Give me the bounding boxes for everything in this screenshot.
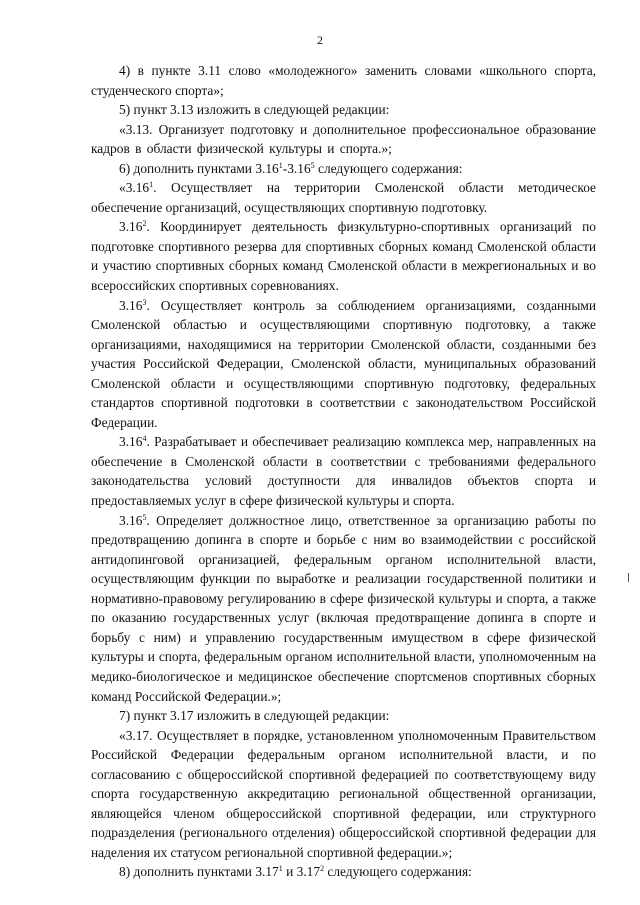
item-8: 8) дополнить пунктами 3.17$^1$ и 3.17$^2$ следующего содержания: xyxy=(119,864,472,880)
item-7: 7) пункт 3.17 изложить в следующей редакции: xyxy=(119,708,390,724)
clause-3-16-1: «3.16$^1$. Осуществляет на территории Смоленской области методическое обеспечение организаций, осуществляющих спортивную подготовку. xyxy=(91,180,596,215)
item-6: 6) дополнить пунктами 3.16$^1$-3.16$^5$ следующего содержания: xyxy=(119,160,463,176)
item-5: 5) пункт 3.13 изложить в следующей редакции: xyxy=(119,102,390,118)
clause-3-13: «3.13. Организует подготовку и дополнительное профессиональное образование кадров в области физической культуры и спорта.»; xyxy=(91,121,596,157)
document-body xyxy=(91,61,596,882)
item-4: 4) в пункте 3.11 слово «молодежного» заменить словами «школьного спорта, студенческого спорта»; xyxy=(91,63,596,98)
clause-3-16-3: 3.16$^3$. Осуществляет контроль за соблюдением организациями, созданными Смоленской областью и осуществляющими спортивную подготовку, а также организациями, находящимися на территории Смоленской области, созданными без участия Российской Федерации, Смоленской области, муниципальных образований Смоленской области и осуществляющими спортивную подготовку, федеральных стандартов спортивной подготовки в соответствии с законодательством Российской Федерации. xyxy=(91,297,596,430)
margin-tick-mark xyxy=(628,573,632,582)
clause-3-16-2: 3.16$^2$. Координирует деятельность физкультурно-спортивных организаций по подготовке спортивного резерва для спортивных сборных команд Смоленской области и участию спортивных сборных команд Смоленской области в межрегиональных и во всероссийских спортивных соревнованиях. xyxy=(91,219,596,294)
clause-3-16-5: 3.16$^5$. Определяет должностное лицо, ответственное за организацию работы по предотвращению допинга в спорте и борьбе с ним во взаимодействии с российской антидопинговой организацией, федеральным органом исполнительной власти, осуществляющим функции по выработке и реализации государственной политики и нормативно-правовому регулированию в сфере физической культуры и спорта, а также по оказанию государственных услуг (включая предотвращение допинга в спорте и борьбу с ним) и управлению государственным имуществом в сфере физической культуры и спорта, федеральным органом исполнительной власти, уполномоченным на медико-биологическое и медицинское обеспечение спортсменов спортивных сборных команд Российской Федерации.»; xyxy=(91,512,596,704)
clause-3-17: «3.17. Осуществляет в порядке, установленном уполномоченным Правительством Российской Федерации федеральным органом исполнительной власти, и по согласованию с общероссийской спортивной федерацией по соответствующему виду спорта государственную аккредитацию региональной общественной организации, являющейся членом общероссийской спортивной федерации, или структурного подразделения (регионального отделения) общероссийской спортивной федерации для наделения их статусом региональной спортивной федерации.»; xyxy=(91,727,596,860)
clause-3-16-4: 3.16$^4$. Разрабатывает и обеспечивает реализацию комплекса мер, направленных на обеспечение в Смоленской области в соответствии с требованиями федерального законодательства условий доступности для инвалидов объектов спорта и предоставляемых услуг в сфере физической культуры и спорта. xyxy=(91,434,596,509)
page-number: 2 xyxy=(317,33,323,47)
